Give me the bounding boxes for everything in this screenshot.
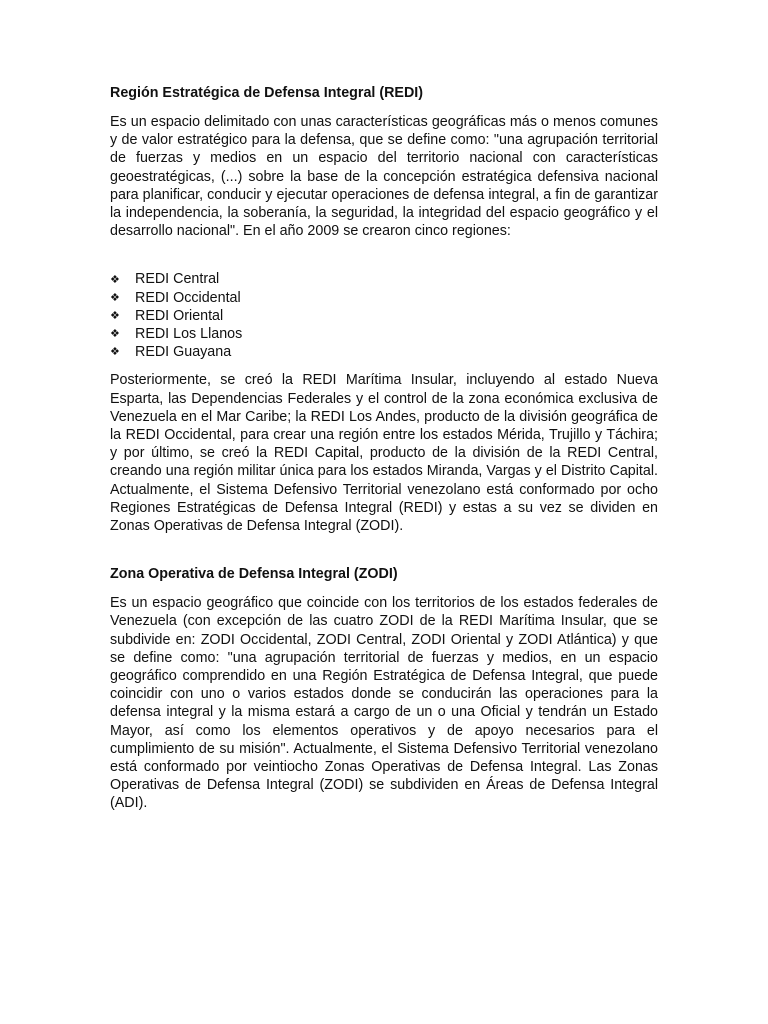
list-item-label: REDI Central (135, 271, 220, 288)
list-item (110, 307, 658, 325)
diamond-bullet-icon: ❖ (110, 328, 120, 341)
list-item-label: REDI Occidental (135, 289, 241, 306)
paragraph-redi-definition: Es un espacio delimitado con unas características geográficas más o menos comunes y de valor estratégico para la defensa, que se define como: "una agrupación territorial de fuerzas y medios en un espacio del territorio nacional con características geoestratégicas, (...) sobre la base de la concepción estratégica defensiva nacional para planificar, conducir y ejecutar operaciones de defensa integral, a fin de garantizar la independencia, la soberanía, la seguridad, la integridad del espacio geográfico y el desarrollo nacional". En el año 2009 se crearon cinco regiones: (110, 114, 658, 240)
list-item-label: REDI Oriental (135, 307, 224, 324)
list-item-label: REDI Guayana (135, 344, 232, 361)
diamond-bullet-icon: ❖ (110, 309, 120, 322)
paragraph-redi-history: Posteriormente, se creó la REDI Marítima Insular, incluyendo al estado Nueva Esparta, las Dependencias Federales y el control de la zona económica exclusiva de Venezuela en el Mar Caribe; la REDI Los Andes, producto de la división geográfica de la REDI Occidental, para crear una región entre los estados Mérida, Trujillo y Táchira; y por último, se creó la REDI Capital, producto de la división de la REDI Central, creando una región militar única para los estados Miranda, Vargas y el Distrito Capital. Actualmente, el Sistema Defensivo Territorial venezolano está conformado por ocho Regiones Estratégicas de Defensa Integral (REDI) y estas a su vez se dividen en Zonas Operativas de Defensa Integral (ZODI). (110, 372, 658, 534)
diamond-bullet-icon: ❖ (110, 273, 120, 286)
diamond-bullet-icon: ❖ (110, 346, 120, 359)
document-page (110, 84, 658, 813)
paragraph-zodi-definition: Es un espacio geográfico que coincide con los territorios de los estados federales de Venezuela (con excepción de las cuatro ZODI de la REDI Marítima Insular, que se subdivide en: ZODI Occidental, ZODI Central, ZODI Oriental y ZODI Atlántica) y que se define como: "una agrupación territorial de fuerzas y medios, en un espacio geográfico comprendido en una Región Estratégica de Defensa Integral, que puede coincidir con uno o varios estados donde se conducirán las operaciones para la defensa integral y la misma estará a cargo de un o una Oficial y tendrán un Estado Mayor, así como los elementos operativos y de apoyo necesarios para el cumplimiento de su misión". Actualmente, el Sistema Defensivo Territorial venezolano está conformado por veintiocho Zonas Operativas de Defensa Integral. Las Zonas Operativas de Defensa Integral (ZODI) se subdividen en Áreas de Defensa Integral (ADI). (110, 595, 658, 812)
list-item (110, 270, 658, 288)
diamond-bullet-icon: ❖ (110, 291, 120, 304)
section-heading-zodi: Zona Operativa de Defensa Integral (ZODI) (110, 566, 398, 583)
regions-list (110, 270, 658, 361)
list-item (110, 343, 658, 361)
list-item (110, 325, 658, 343)
section-heading-redi: Región Estratégica de Defensa Integral (REDI) (110, 85, 424, 101)
list-item (110, 289, 658, 307)
list-item-label: REDI Los Llanos (135, 325, 243, 342)
